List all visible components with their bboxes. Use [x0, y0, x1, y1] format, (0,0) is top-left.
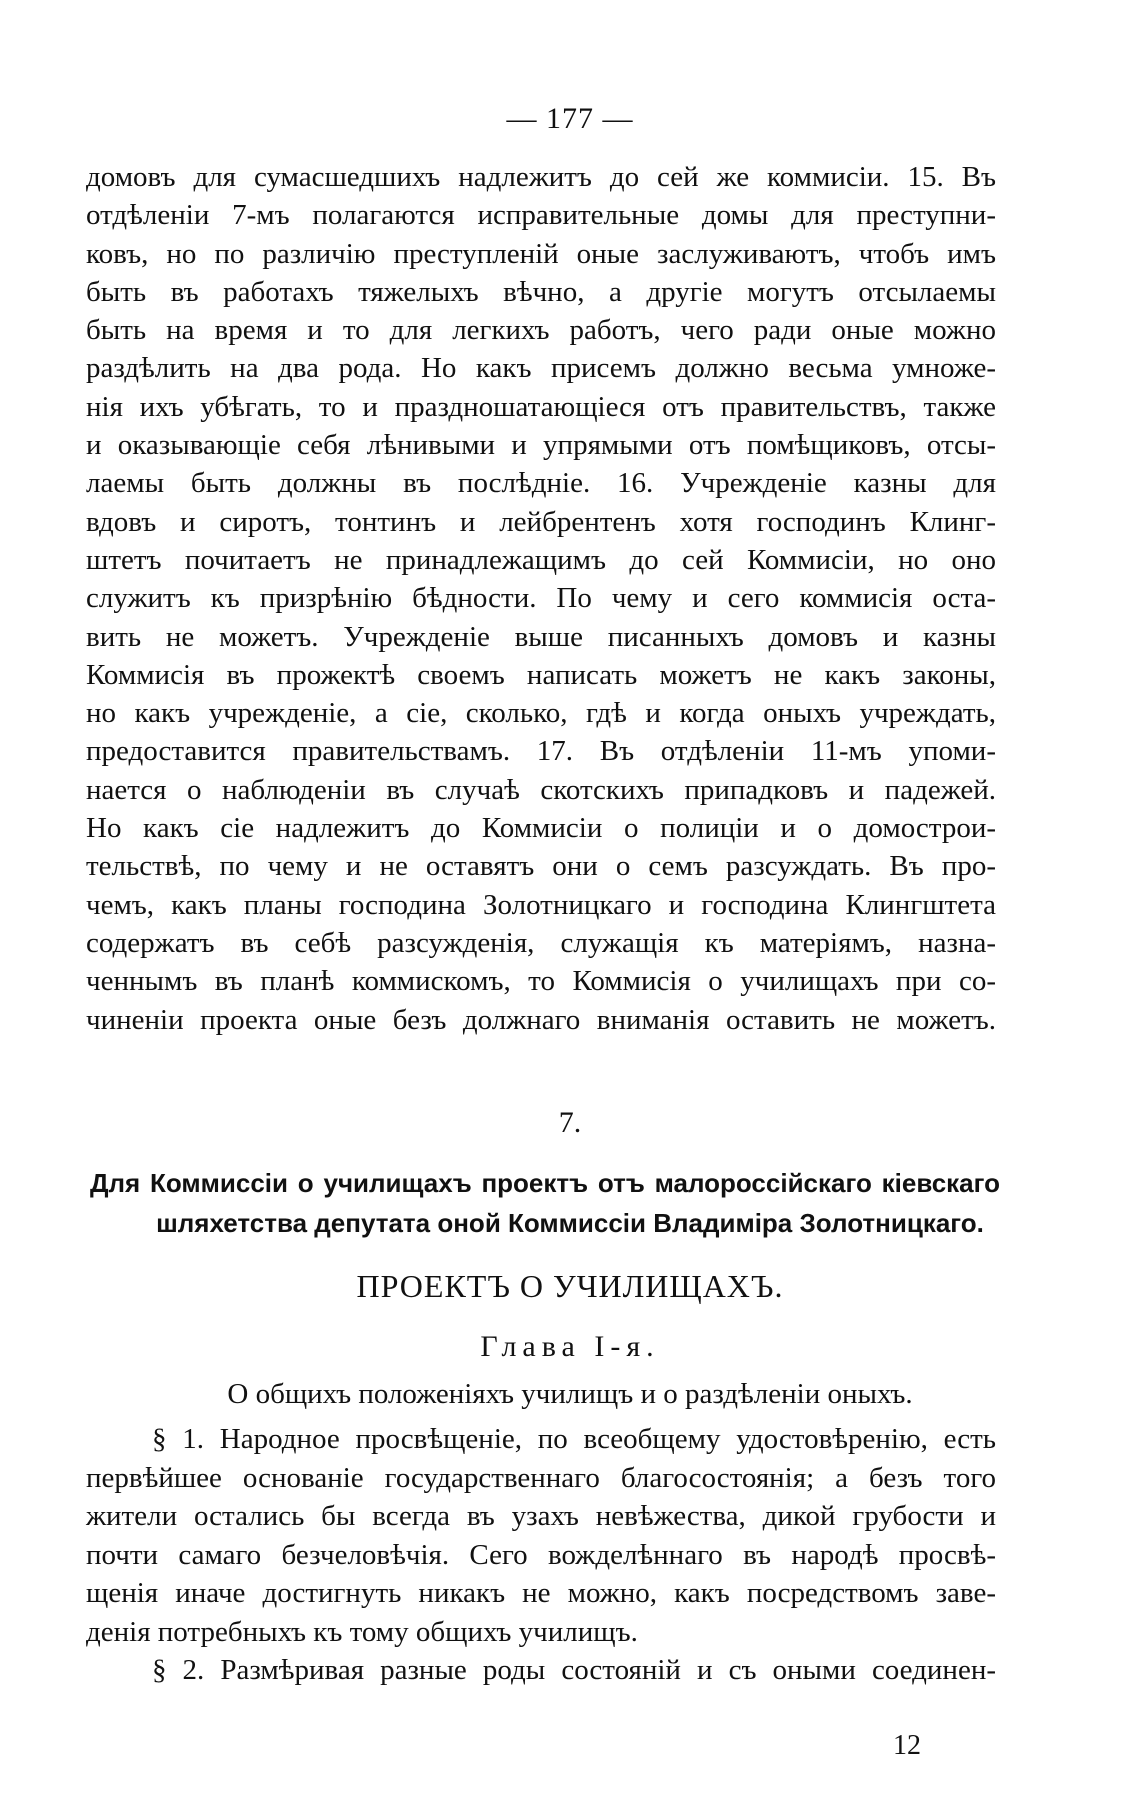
paragraph-line: почти самаго безчеловѣчія. Сего вожделѣннаго въ народѣ просвѣ- — [86, 1538, 996, 1571]
text-line: вдовъ и сиротъ, тонтинъ и лейбрентенъ хотя господинъ Клинг- — [86, 505, 996, 538]
text-line: домовъ для сумасшедшихъ надлежитъ до сей же коммисіи. 15. Въ — [86, 161, 996, 193]
chapter-subtitle: О общихъ положеніяхъ училищъ и о раздѣленіи оныхъ. — [227, 1378, 913, 1410]
text-line: лаемы быть должны въ послѣдніе. 16. Учрежденіе казны для — [86, 467, 996, 500]
text-line: ченнымъ въ планѣ коммискомъ, то Коммисія о училищахъ при со- — [86, 965, 996, 998]
text-line: Но какъ сіе надлежитъ до Коммисіи о полиціи и о домострои- — [86, 812, 996, 845]
text-line: и оказывающіе себя лѣнивыми и упрямыми отъ помѣщиковъ, отсы- — [86, 429, 996, 462]
paragraph-line: жители остались бы всегда въ узахъ невѣжества, дикой грубости и — [86, 1500, 996, 1532]
project-title: ПРОЕКТЪ О УЧИЛИЩАХЪ. — [356, 1268, 784, 1304]
text-line: нія ихъ убѣгать, то и праздношатающіеся отъ правительствъ, также — [86, 390, 996, 423]
text-line: нается о наблюденіи въ случаѣ скотскихъ припадковъ и падежей. — [86, 773, 996, 806]
paragraph-line: первѣйшее основаніе государственнаго благосостоянія; а безъ того — [86, 1461, 996, 1494]
text-line: раздѣлить на два рода. Но какъ присемъ должно весьма умноже- — [86, 352, 996, 385]
section-heading-line-1: Для Коммиссіи о училищахъ проектъ отъ малороссійскаго кіевскаго — [90, 1168, 1000, 1198]
text-line: чемъ, какъ планы господина Золотницкаго и господина Клингштета — [86, 888, 996, 921]
text-line: но какъ учрежденіе, а сіе, сколько, гдѣ и когда оныхъ учреждать, — [86, 697, 996, 730]
page-number: — 177 — — [506, 102, 634, 135]
text-line: быть на время и то для легкихъ работъ, чего ради оные можно — [86, 314, 996, 347]
signature-mark: 12 — [893, 1730, 921, 1761]
paragraph-line: щенія иначе достигнуть никакъ не можно, какъ посредствомъ заве- — [86, 1577, 996, 1609]
text-line: штетъ почитаетъ не принадлежащимъ до сей Коммисіи, но оно — [86, 543, 996, 576]
text-line: предоставится правительствамъ. 17. Въ отдѣленіи 11-мъ упоми- — [86, 735, 996, 768]
text-block-continuation — [86, 158, 996, 1039]
text-block-paragraphs — [86, 1420, 996, 1690]
text-line: ковъ, но по различію преступленій оные заслуживаютъ, чтобъ имъ — [86, 237, 996, 270]
text-line: тельствѣ, по чему и не оставятъ они о семъ разсуждать. Въ про- — [86, 850, 996, 883]
text-line: чиненіи проекта оные безъ должнаго вниманія оставить не можетъ. — [86, 1003, 996, 1036]
text-line: вить не можетъ. Учрежденіе выше писанныхъ домовъ и казны — [86, 620, 996, 653]
text-line: служитъ къ призрѣнію бѣдности. По чему и сего коммисія оста- — [86, 582, 996, 615]
paragraph-line: § 2. Размѣривая разные роды состояній и съ оными соединен- — [152, 1654, 996, 1686]
section-number: 7. — [558, 1106, 582, 1139]
paragraph-line: § 1. Народное просвѣщеніе, по всеобщему удостовѣренію, есть — [152, 1423, 996, 1455]
text-line: отдѣленіи 7-мъ полагаются испрaвительные домы для преступни- — [86, 199, 996, 232]
section-heading-line-2: шляхетства депутата оной Коммиссіи Владиміра Золотницкаго. — [156, 1208, 984, 1238]
text-line: Коммисія въ прожектѣ своемъ написать можетъ не какъ законы, — [86, 658, 996, 691]
chapter-heading: Глава І-я. — [480, 1330, 660, 1363]
paragraph-line: денія потребныхъ къ тому общихъ училищъ. — [86, 1615, 638, 1648]
text-line: быть въ работахъ тяжелыхъ вѣчно, а другіе могутъ отсылаемы — [86, 275, 996, 308]
text-line: содержатъ въ себѣ разсужденія, служащія къ матеріямъ, назна- — [86, 926, 996, 959]
